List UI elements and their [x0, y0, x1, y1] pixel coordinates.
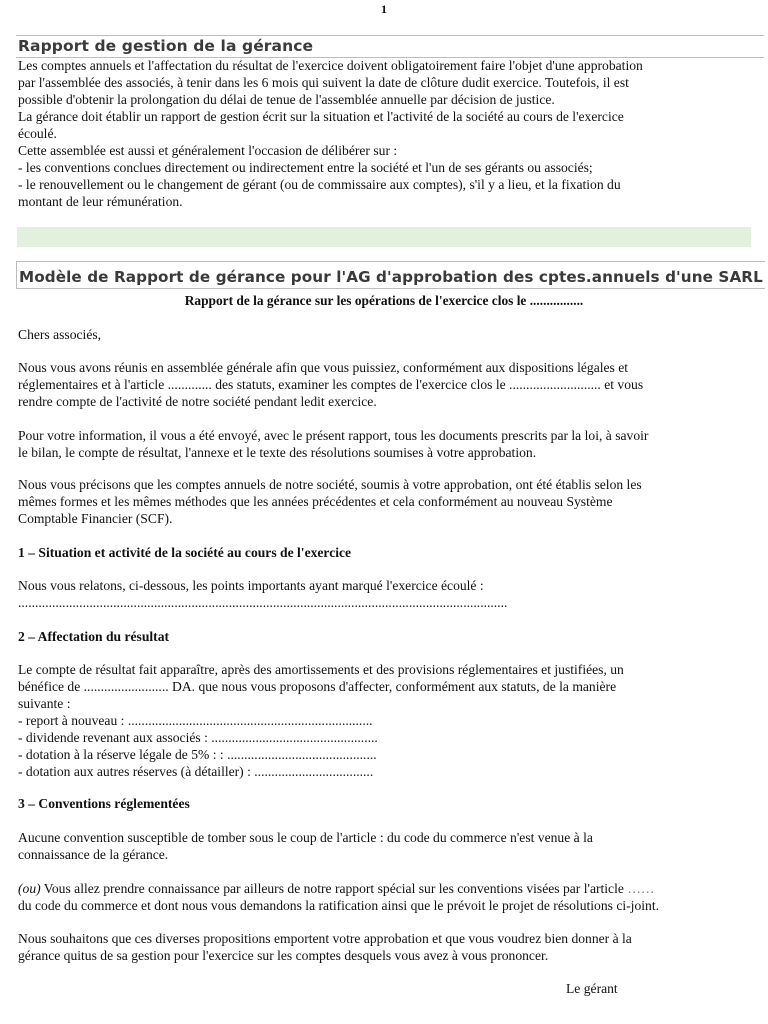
text-line: suivante :	[18, 696, 71, 711]
ou-prefix: (ou)	[18, 881, 41, 896]
heading-affectation: 2 – Affectation du résultat	[18, 629, 170, 644]
situation-text	[18, 577, 748, 611]
section-title: Modèle de Rapport de gérance pour l'AG d'approbation des cptes.annuels d'une SARL	[19, 268, 763, 286]
text-line: - le renouvellement ou le changement de gérant (ou de commissaire aux comptes), s'il y a lieu, et la fixation du	[18, 177, 621, 192]
text-line: - les conventions conclues directement ou indirectement entre la société et l'un de ses gérants ou associés;	[18, 160, 593, 175]
alternative-text	[18, 880, 748, 914]
text-line	[18, 880, 748, 897]
heading-conventions: 3 – Conventions réglementées	[18, 796, 190, 811]
ou-dots: ……	[627, 881, 655, 896]
dotted-line: ................................................................................................................................................	[18, 595, 508, 610]
paragraph-3	[18, 476, 748, 527]
section-heading-rapport-gestion	[16, 35, 764, 58]
list-item: - dotation aux autres réserves (à détailler) : ...................................	[18, 764, 374, 779]
text-line: Cette assemblée est aussi et généralement l'occasion de délibérer sur :	[18, 143, 398, 158]
text-line: Pour votre information, il vous a été envoyé, avec le présent rapport, tous les documents prescrits par la loi, à savoir	[18, 428, 649, 443]
heading-situation: 1 – Situation et activité de la société au cours de l'exercice	[18, 545, 352, 560]
text-line: bénéfice de ......................... DA. que nous vous proposons d'affecter, conformément aux statuts, de la manière	[18, 679, 617, 694]
text-line: possible d'obtenir la prolongation du délai de tenue de l'assemblée annuelle par décision de justice.	[18, 92, 555, 107]
text-line: par l'assemblée des associés, à tenir dans les 6 mois qui suivent la date de clôture dudit exercice. Toutefois, il est	[18, 75, 629, 90]
text-line: La gérance doit établir un rapport de gestion écrit sur la situation et l'activité de la société au cours de l'exercice	[18, 109, 624, 124]
green-separator-band	[17, 227, 751, 247]
text-line: mêmes formes et les mêmes méthodes que les années précédentes et cela conformément au nouveau Système	[18, 494, 613, 509]
text-line: Les comptes annuels et l'affectation du résultat de l'exercice doivent obligatoirement faire l'objet d'une approbation	[18, 58, 643, 73]
greeting	[18, 326, 748, 343]
section-heading-modele	[16, 261, 765, 289]
ou-text: Vous allez prendre connaissance par ailleurs de notre rapport spécial sur les conventions visées par l'article	[40, 881, 628, 896]
intro-text	[18, 57, 748, 210]
greeting-text: Chers associés,	[18, 327, 102, 342]
text-line: gérance quitus de sa gestion pour l'exercice sur les comptes desquels vous avez à vous prononcer.	[18, 948, 549, 963]
text-line: Nous vous précisons que les comptes annuels de notre société, soumis à votre approbation, ont été établis selon les	[18, 477, 642, 492]
list-item: - dividende revenant aux associés : .................................................	[18, 730, 378, 745]
closing-text	[18, 930, 748, 964]
section-title: Rapport de gestion de la gérance	[18, 37, 314, 55]
text-line: écoulé.	[18, 126, 57, 141]
text-line: le bilan, le compte de résultat, l'annexe et le texte des résolutions soumises à votre approbation.	[18, 445, 537, 460]
list-item: - report à nouveau : ........................................................................	[18, 713, 373, 728]
signature: Le gérant	[566, 981, 618, 996]
text-line: connaissance de la gérance.	[18, 847, 169, 862]
text-line: rendre compte de l'activité de notre société pendant ledit exercice.	[18, 394, 377, 409]
text-line: Nous vous relatons, ci-dessous, les points importants ayant marqué l'exercice écoulé :	[18, 578, 484, 593]
text-line: montant de leur rémunération.	[18, 194, 183, 209]
page-number: 1	[381, 2, 387, 16]
paragraph-2	[18, 427, 748, 461]
report-subtitle: Rapport de la gérance sur les opérations de l'exercice clos le ................	[184, 293, 584, 308]
text-line: Le compte de résultat fait apparaître, après des amortissements et des provisions réglementaires et justifiées, un	[18, 662, 624, 677]
text-line: Comptable Financier (SCF).	[18, 511, 173, 526]
affectation-text	[18, 661, 748, 780]
text-line: Nous vous avons réunis en assemblée générale afin que vous puissiez, conformément aux dispositions légales et	[18, 360, 629, 375]
conventions-text	[18, 829, 748, 863]
text-line: Nous souhaitons que ces diverses propositions emportent votre approbation et que vous voudrez bien donner à la	[18, 931, 632, 946]
text-line: Aucune convention susceptible de tomber sous le coup de l'article : du code du commerce n'est venue à la	[18, 830, 593, 845]
text-line: du code du commerce et dont nous vous demandons la ratification ainsi que le prévoit le projet de résolutions ci-joint.	[18, 898, 660, 913]
paragraph-1	[18, 359, 748, 410]
list-item: - dotation à la réserve légale de 5% : : ............................................	[18, 747, 377, 762]
text-line: réglementaires et à l'article ............. des statuts, examiner les comptes de l'exercice clos le ........................... et vous	[18, 377, 644, 392]
